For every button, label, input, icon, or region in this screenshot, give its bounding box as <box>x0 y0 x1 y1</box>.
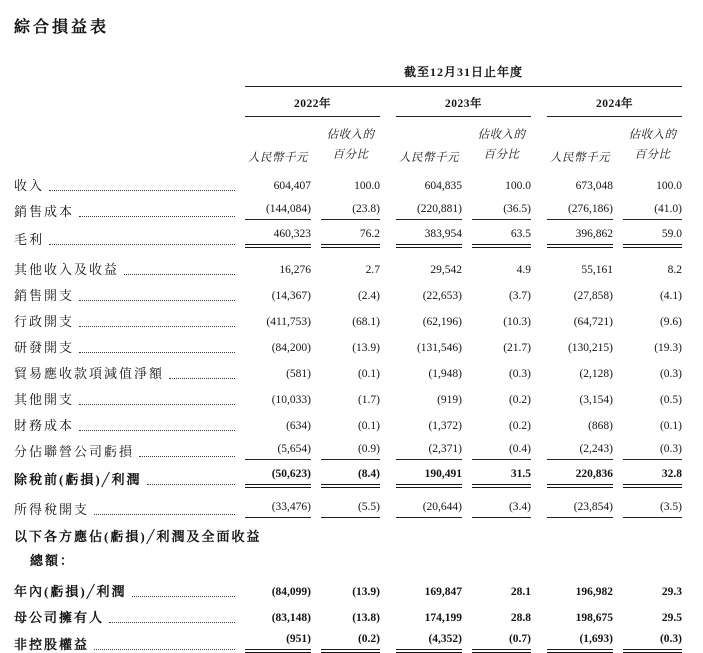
pct-of-revenue-header <box>321 125 380 165</box>
row-label-cell <box>14 441 237 460</box>
column-header-row <box>14 125 703 165</box>
value-cell: (951) <box>245 633 311 653</box>
pct-cell: (3.7) <box>508 290 531 302</box>
value-cell: 460,323 <box>245 228 311 248</box>
value-cell: 196,982 <box>575 586 613 598</box>
value-cell: (62,196) <box>422 316 462 328</box>
table-row <box>14 441 703 460</box>
value-cell: 673,048 <box>575 180 613 192</box>
dot-leader <box>109 622 235 623</box>
pct-cell: (9.6) <box>659 316 682 328</box>
row-label-cell <box>14 415 237 434</box>
value-cell: 604,407 <box>273 180 311 192</box>
table-row <box>14 499 703 518</box>
table-row <box>14 175 703 194</box>
table-row <box>14 415 703 434</box>
row-label-cell <box>14 285 237 304</box>
table-row <box>14 201 703 220</box>
pct-cell: (23.8) <box>321 203 380 220</box>
value-cell: (33,476) <box>245 501 311 518</box>
value-cell: (84,099) <box>271 586 311 598</box>
row-label-cell <box>14 311 237 330</box>
row-label: 收入 <box>14 178 45 193</box>
pct-header-line1: 佔收入的 <box>326 129 375 141</box>
row-label: 財務成本 <box>14 418 75 433</box>
pct-cell: (0.2) <box>321 633 380 653</box>
row-label: 毛利 <box>14 232 45 247</box>
table-row <box>14 468 703 488</box>
value-cell: (20,644) <box>396 501 462 518</box>
value-cell: (10,033) <box>271 394 311 406</box>
pct-cell: 76.2 <box>321 228 380 248</box>
pct-cell: (41.0) <box>623 203 682 220</box>
dot-leader <box>124 274 235 275</box>
row-label-cell <box>14 581 237 600</box>
table-body <box>14 175 703 653</box>
pct-cell: (68.1) <box>352 316 380 328</box>
dot-leader <box>79 352 235 353</box>
pct-cell: 100.0 <box>354 180 380 192</box>
pct-cell: (10.3) <box>503 316 531 328</box>
pct-header-line2: 百分比 <box>634 149 671 161</box>
pct-cell: 28.8 <box>510 612 531 624</box>
value-cell: (276,186) <box>547 203 613 220</box>
row-label: 母公司擁有人 <box>14 610 105 625</box>
value-cell: (1,948) <box>428 368 462 380</box>
pct-cell: 100.0 <box>505 180 531 192</box>
value-cell: 604,835 <box>424 180 462 192</box>
dot-leader <box>79 300 235 301</box>
row-label: 非控股權益 <box>14 637 90 652</box>
pct-cell: (0.7) <box>472 633 531 653</box>
row-label: 研發開支 <box>14 340 75 355</box>
table-row <box>14 259 703 278</box>
pct-cell: 32.8 <box>623 468 682 488</box>
currency-unit-header: 人民幣千元 <box>248 152 308 164</box>
dot-leader <box>94 649 235 650</box>
value-cell: (2,128) <box>579 368 613 380</box>
row-label-cell <box>14 469 237 488</box>
pct-header-line1: 佔收入的 <box>477 129 526 141</box>
pct-cell: (0.3) <box>508 368 531 380</box>
pct-cell: (5.5) <box>321 501 380 518</box>
value-cell: (5,654) <box>245 443 311 460</box>
value-cell: (83,148) <box>271 612 311 624</box>
pct-cell: (0.1) <box>357 420 380 432</box>
section-header-row <box>14 526 703 574</box>
row-label-cell <box>14 363 237 382</box>
row-label-cell <box>14 229 237 248</box>
value-cell: (27,858) <box>573 290 613 302</box>
value-cell: 16,276 <box>279 264 311 276</box>
value-cell: (130,215) <box>567 342 613 354</box>
dot-leader <box>147 484 236 485</box>
pct-cell: (0.9) <box>321 443 380 460</box>
pct-cell: 2.7 <box>365 264 380 276</box>
value-cell: (919) <box>437 394 462 406</box>
row-label-cell <box>14 201 237 220</box>
value-cell: (2,243) <box>547 443 613 460</box>
value-cell: (50,623) <box>245 468 311 488</box>
pct-cell: (0.3) <box>623 443 682 460</box>
value-cell: (64,721) <box>573 316 613 328</box>
pct-cell: (0.3) <box>659 368 682 380</box>
currency-unit-header: 人民幣千元 <box>550 152 610 164</box>
row-label: 分佔聯營公司虧損 <box>14 444 135 459</box>
value-cell: (131,546) <box>416 342 462 354</box>
period-header-row <box>14 63 703 87</box>
pct-cell: (2.4) <box>357 290 380 302</box>
value-cell: 55,161 <box>581 264 613 276</box>
section-header <box>14 526 682 574</box>
value-cell: (868) <box>588 420 613 432</box>
pct-of-revenue-header <box>623 125 682 165</box>
row-label: 貿易應收款項減值淨額 <box>14 366 165 381</box>
dot-leader <box>132 596 236 597</box>
year-header: 2022年 <box>245 87 380 117</box>
value-cell: (1,693) <box>547 633 613 653</box>
value-cell: (411,753) <box>266 316 311 328</box>
value-cell: 169,847 <box>424 586 462 598</box>
dot-leader <box>49 244 235 245</box>
pct-cell: (1.7) <box>357 394 380 406</box>
row-label: 行政開支 <box>14 314 75 329</box>
row-label: 銷售開支 <box>14 288 75 303</box>
pct-cell: 28.1 <box>510 586 531 598</box>
pct-cell: 100.0 <box>656 180 682 192</box>
table-row <box>14 363 703 382</box>
pct-cell: (13.9) <box>352 342 380 354</box>
pct-cell: (0.2) <box>508 420 531 432</box>
value-cell: 174,199 <box>424 612 462 624</box>
period-header: 截至12月31日止年度 <box>245 63 682 87</box>
pct-cell: (8.4) <box>321 468 380 488</box>
row-label-cell <box>14 607 237 626</box>
table-row <box>14 228 703 248</box>
pct-header-line2: 百分比 <box>332 149 369 161</box>
value-cell: (634) <box>286 420 311 432</box>
pct-cell: 29.3 <box>661 586 682 598</box>
pct-cell: 29.5 <box>661 612 682 624</box>
value-cell: (23,854) <box>547 501 613 518</box>
pct-cell: (0.4) <box>472 443 531 460</box>
value-cell: (2,371) <box>396 443 462 460</box>
pct-cell: 59.0 <box>623 228 682 248</box>
row-label: 其他收入及收益 <box>14 262 120 277</box>
value-cell: 383,954 <box>396 228 462 248</box>
pct-cell: (13.8) <box>352 612 380 624</box>
dot-leader <box>79 326 235 327</box>
pct-cell: 63.5 <box>472 228 531 248</box>
dot-leader <box>79 430 235 431</box>
value-cell: (3,154) <box>579 394 613 406</box>
row-label: 其他開支 <box>14 392 75 407</box>
dot-leader <box>139 456 235 457</box>
value-cell: (14,367) <box>271 290 311 302</box>
value-cell: 220,836 <box>547 468 613 488</box>
section-header-line1: 以下各方應佔(虧損)╱利潤及全面收益 <box>14 529 262 544</box>
value-cell: 190,491 <box>396 468 462 488</box>
pct-cell: (0.2) <box>508 394 531 406</box>
pct-cell: 8.2 <box>667 264 682 276</box>
table-row <box>14 633 703 653</box>
currency-unit-header: 人民幣千元 <box>399 152 459 164</box>
dot-leader <box>79 404 235 405</box>
pct-header-line2: 百分比 <box>483 149 520 161</box>
pct-cell: (19.3) <box>654 342 682 354</box>
table-row <box>14 337 703 356</box>
value-cell: 198,675 <box>575 612 613 624</box>
value-cell: (1,372) <box>428 420 462 432</box>
row-label-cell <box>14 389 237 408</box>
dot-leader <box>49 190 235 191</box>
value-cell: (84,200) <box>271 342 311 354</box>
row-label: 所得稅開支 <box>14 502 90 517</box>
pct-cell: (0.5) <box>659 394 682 406</box>
row-label: 除稅前(虧損)╱利潤 <box>14 472 142 487</box>
row-label: 銷售成本 <box>14 204 75 219</box>
pct-cell: (0.1) <box>357 368 380 380</box>
pct-cell: (3.5) <box>623 501 682 518</box>
value-cell: 396,862 <box>547 228 613 248</box>
pct-cell: (21.7) <box>503 342 531 354</box>
value-cell: (4,352) <box>396 633 462 653</box>
pct-cell: 4.9 <box>516 264 531 276</box>
pct-cell: (0.1) <box>659 420 682 432</box>
value-cell: (144,084) <box>245 203 311 220</box>
value-cell: (581) <box>286 368 311 380</box>
row-label-cell <box>14 175 237 194</box>
value-cell: (22,653) <box>422 290 462 302</box>
value-cell: 29,542 <box>430 264 462 276</box>
pct-cell: (3.4) <box>472 501 531 518</box>
dot-leader <box>94 514 235 515</box>
table-row <box>14 607 703 626</box>
table-row <box>14 389 703 408</box>
dot-leader <box>169 378 235 379</box>
year-header: 2024年 <box>547 87 682 117</box>
income-statement-table <box>14 63 703 653</box>
row-label-cell <box>14 259 237 278</box>
pct-header-line1: 佔收入的 <box>628 129 677 141</box>
row-label: 年內(虧損)╱利潤 <box>14 584 127 599</box>
dot-leader <box>79 216 235 217</box>
pct-cell: (36.5) <box>472 203 531 220</box>
year-header-row <box>14 87 703 117</box>
value-cell: (220,881) <box>396 203 462 220</box>
row-label-cell <box>14 499 237 518</box>
row-label-cell <box>14 337 237 356</box>
pct-cell: (4.1) <box>659 290 682 302</box>
table-row <box>14 285 703 304</box>
table-row <box>14 311 703 330</box>
row-label-cell <box>14 634 237 653</box>
section-header-line2: 總額： <box>30 553 76 568</box>
pct-cell: (13.9) <box>352 586 380 598</box>
table-row <box>14 581 703 600</box>
pct-of-revenue-header <box>472 125 531 165</box>
year-header: 2023年 <box>396 87 531 117</box>
pct-cell: (0.3) <box>623 633 682 653</box>
pct-cell: 31.5 <box>472 468 531 488</box>
page-title: 綜合損益表 <box>14 19 110 36</box>
